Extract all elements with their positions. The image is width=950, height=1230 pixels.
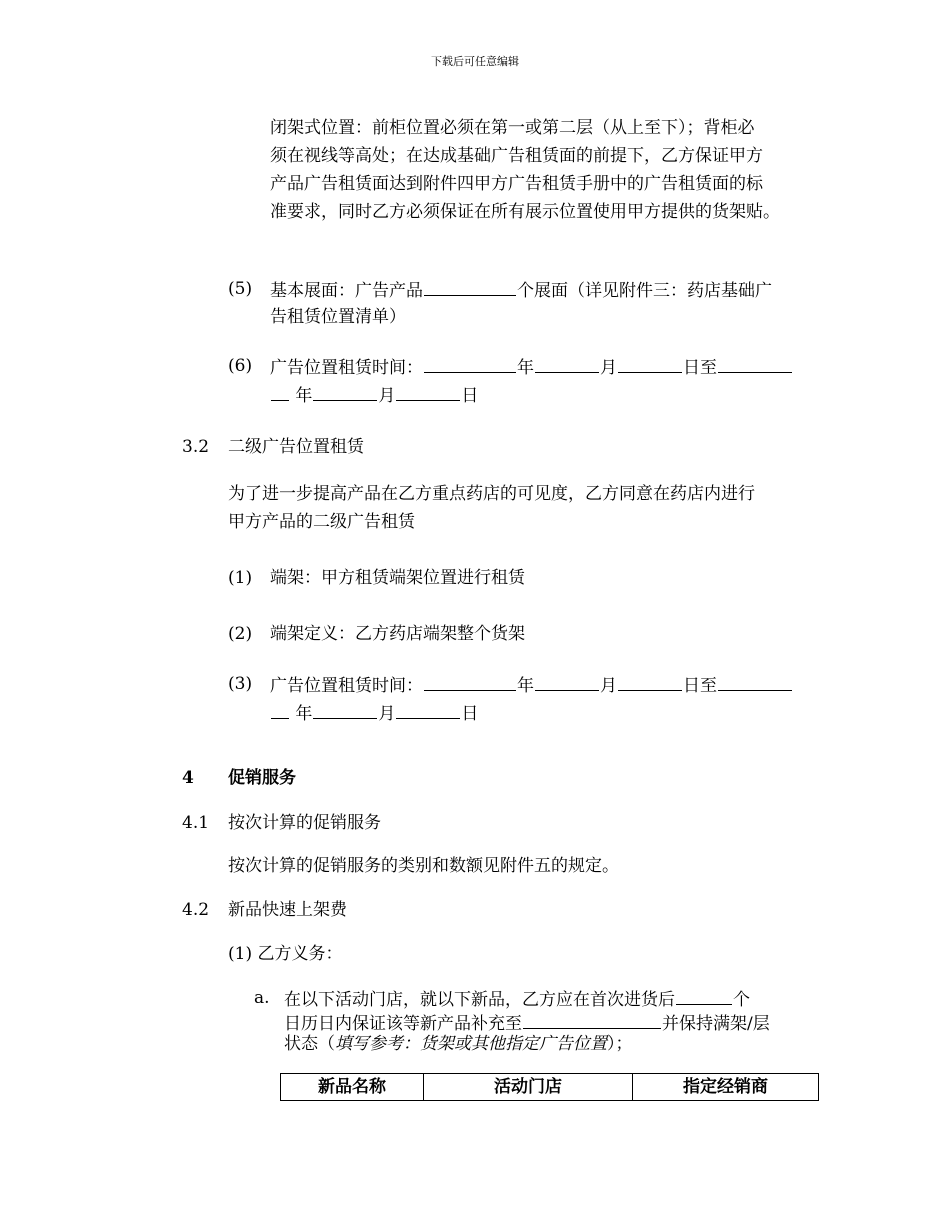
- section-4-1-title: 按次计算的促销服务: [228, 813, 381, 833]
- top-paragraph: [270, 114, 780, 226]
- item-a-text: 日历日内保证该等新产品补充至: [284, 1014, 522, 1034]
- end-month-text: 月: [378, 386, 396, 406]
- end-year-text: 年: [295, 386, 313, 406]
- section-3-2-para-line: 为了进一步提高产品在乙方重点药店的可见度，乙方同意在药店内进行: [228, 484, 755, 504]
- end-month-blank[interactable]: [313, 380, 377, 401]
- day-blank[interactable]: [618, 670, 682, 691]
- section-3-2-title: 二级广告位置租赁: [228, 437, 364, 457]
- days-blank[interactable]: [676, 984, 732, 1005]
- section-3-2-para-line: 甲方产品的二级广告租赁: [228, 512, 415, 532]
- end-year-text: 年: [295, 704, 313, 724]
- day-to-text: 日至: [683, 358, 717, 378]
- item-a-line3: [284, 1030, 633, 1058]
- item-a-text: 状态（: [284, 1034, 335, 1054]
- lease-time-label: 广告位置租赁时间：: [270, 676, 423, 696]
- end-month-text: 月: [378, 704, 396, 724]
- section-4-2-sub: (1) 乙方义务：: [228, 944, 343, 964]
- lease-time-label: 广告位置租赁时间：: [270, 358, 423, 378]
- day-to-text: 日至: [683, 676, 717, 696]
- paragraph-line: 产品广告租赁面达到附件四甲方广告租赁手册中的广告租赁面的标: [270, 174, 763, 194]
- section-4-number: 4: [182, 768, 194, 788]
- end-year-blank[interactable]: [718, 352, 792, 373]
- sec32-item-3-line1: [270, 670, 793, 700]
- paragraph-line: 须在视线等高处；在达成基础广告租赁面的前提下，乙方保证甲方: [270, 146, 763, 166]
- year-blank[interactable]: [424, 352, 516, 373]
- item-a-text: ）；: [607, 1034, 633, 1054]
- year-text: 年: [517, 358, 534, 378]
- fill-reference-note: 填写参考：货架或其他指定广告位置: [335, 1034, 607, 1054]
- item-5-number: (5): [228, 279, 253, 299]
- position-blank[interactable]: [523, 1008, 661, 1029]
- end-month-blank[interactable]: [313, 698, 377, 719]
- column-header-distributor: 指定经销商: [633, 1074, 819, 1101]
- day-blank[interactable]: [618, 352, 682, 373]
- sec32-item-2-number: (2): [228, 624, 253, 644]
- year-text: 年: [517, 676, 534, 696]
- new-product-table: [280, 1073, 819, 1101]
- section-3-2-number: 3.2: [182, 437, 210, 457]
- column-header-store: 活动门店: [424, 1074, 633, 1101]
- item-5-line2: 告租赁位置清单）: [270, 307, 406, 327]
- item-5-line1: [270, 275, 772, 305]
- end-year-blank-cont[interactable]: [271, 380, 289, 401]
- item-a-text: 并保持满架/层: [662, 1014, 770, 1034]
- item-5-text-b: 个展面（详见附件三：药店基础广: [517, 281, 772, 301]
- sec32-item-3-number: (3): [228, 674, 253, 694]
- month-blank[interactable]: [535, 670, 599, 691]
- paragraph-line: 闭架式位置：前柜位置必须在第一或第二层（从上至下）；背柜必: [270, 118, 755, 138]
- end-year-blank-cont[interactable]: [271, 698, 289, 719]
- item-a-text: 个: [733, 990, 750, 1010]
- end-day-text: 日: [461, 386, 479, 406]
- item-6-number: (6): [228, 356, 253, 376]
- paragraph-line: 准要求，同时乙方必须保证在所有展示位置使用甲方提供的货架贴。: [270, 202, 780, 222]
- item-5-text-a: 基本展面：广告产品: [270, 281, 423, 301]
- end-day-text: 日: [461, 704, 479, 724]
- section-4-2-title: 新品快速上架费: [228, 900, 347, 920]
- column-header-product-name: 新品名称: [281, 1074, 424, 1101]
- item-a-text: 在以下活动门店，就以下新品，乙方应在首次进货后: [284, 990, 675, 1010]
- page-header: 下载后可任意编辑: [431, 55, 519, 68]
- month-text: 月: [600, 676, 617, 696]
- item-a-marker: a.: [254, 988, 270, 1008]
- month-text: 月: [600, 358, 617, 378]
- end-day-blank[interactable]: [396, 698, 460, 719]
- month-blank[interactable]: [535, 352, 599, 373]
- blank-field[interactable]: [424, 275, 516, 296]
- sec32-item-2-text: 端架定义：乙方药店端架整个货架: [270, 624, 525, 644]
- end-day-blank[interactable]: [396, 380, 460, 401]
- end-year-blank[interactable]: [718, 670, 792, 691]
- item-6-line2: [270, 380, 478, 410]
- sec32-item-1-text: 端架：甲方租赁端架位置进行租赁: [270, 568, 525, 588]
- section-4-1-para: 按次计算的促销服务的类别和数额见附件五的规定。: [228, 856, 619, 876]
- sec32-item-3-line2: [270, 698, 478, 728]
- sec32-item-1-number: (1): [228, 568, 253, 588]
- section-4-1-number: 4.1: [182, 813, 210, 833]
- section-4-title: 促销服务: [228, 768, 296, 788]
- year-blank[interactable]: [424, 670, 516, 691]
- item-6-line1: [270, 352, 793, 382]
- section-4-2-number: 4.2: [182, 900, 210, 920]
- table-header-row: [281, 1074, 819, 1101]
